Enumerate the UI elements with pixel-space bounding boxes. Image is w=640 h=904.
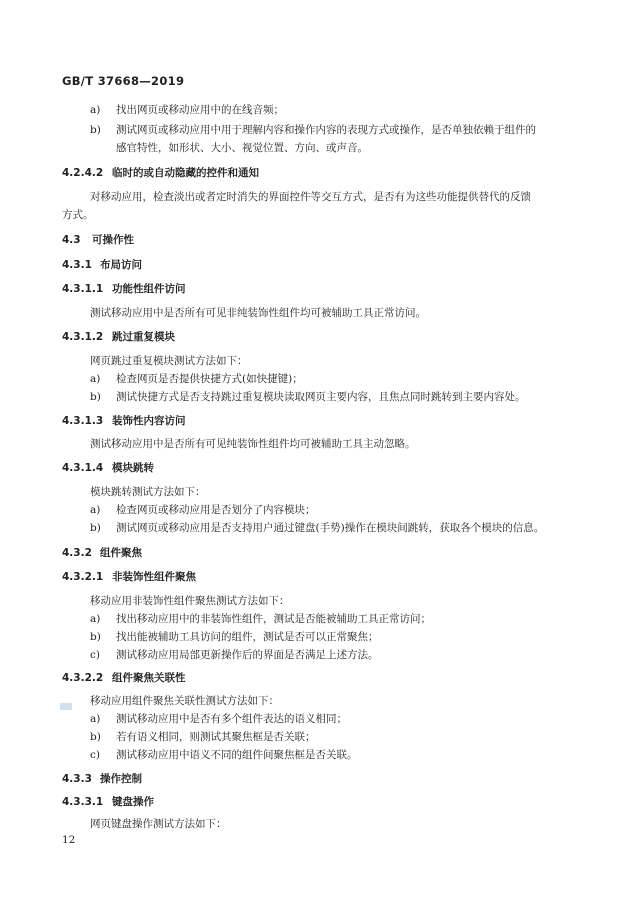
list-marker: b) — [90, 522, 101, 534]
section-title: 临时的或自动隐藏的控件和通知 — [112, 167, 259, 179]
list-item — [90, 503, 316, 517]
section-heading — [62, 330, 175, 344]
section-number: 4.2.4.2 — [62, 167, 104, 179]
section-title: 键盘操作 — [112, 796, 154, 808]
section-title: 操作控制 — [100, 773, 142, 785]
section-title: 可操作性 — [92, 234, 134, 246]
list-marker: a) — [90, 713, 101, 725]
list-text: 找出能被辅助工具访问的组件，测试是否可以正常聚焦； — [116, 631, 379, 643]
page-number: 12 — [62, 834, 76, 846]
section-heading — [62, 795, 154, 809]
section-heading — [62, 461, 154, 475]
standard-code: GB/T 37668—2019 — [62, 74, 185, 88]
list-item — [90, 712, 347, 726]
section-title: 非装饰性组件聚焦 — [112, 571, 196, 583]
section-title: 跳过重复模块 — [112, 331, 175, 343]
paragraph: 测试移动应用中是否所有可见非纯装饰性组件均可被辅助工具正常访问。 — [90, 307, 426, 319]
section-number: 4.3.1.4 — [62, 462, 104, 474]
list-text: 测试网页或移动应用中用于理解内容和操作内容的表现方式或操作，是否单独依赖于组件的 — [116, 124, 536, 136]
section-heading — [62, 546, 142, 560]
list-item — [90, 123, 536, 137]
section-number: 4.3.3 — [62, 773, 92, 785]
paragraph: 测试移动应用中是否所有可见纯装饰性组件均可被辅助工具主动忽略。 — [90, 438, 416, 450]
section-heading — [62, 166, 259, 180]
section-heading — [62, 570, 196, 584]
list-item — [90, 103, 284, 117]
list-item — [90, 730, 316, 744]
list-item — [90, 748, 358, 762]
paragraph: 移动应用非装饰性组件聚焦测试方法如下： — [90, 595, 290, 607]
section-title: 功能性组件访问 — [112, 283, 186, 295]
list-item — [90, 630, 379, 644]
section-number: 4.3.2 — [62, 547, 92, 559]
section-number: 4.3.3.1 — [62, 796, 104, 808]
list-marker: a) — [90, 504, 101, 516]
list-item — [90, 612, 431, 626]
list-marker: b) — [90, 124, 101, 136]
section-heading — [62, 772, 142, 786]
section-heading — [62, 414, 186, 428]
list-text: 检查网页或移动应用是否划分了内容模块； — [116, 504, 316, 516]
section-heading — [62, 233, 134, 247]
section-title: 装饰性内容访问 — [112, 415, 186, 427]
list-text: 测试移动应用中语义不同的组件间聚焦框是否关联。 — [116, 749, 358, 761]
list-marker: a) — [90, 613, 101, 625]
list-text: 测试网页或移动应用是否支持用户通过键盘(手势)操作在模块间跳转，获取各个模块的信息。 — [116, 522, 545, 534]
section-number: 4.3 — [62, 234, 81, 246]
list-marker: c) — [90, 649, 100, 661]
list-text: 检查网页是否提供快捷方式(如快捷键)； — [116, 373, 303, 385]
paragraph-continuation: 方式。 — [62, 209, 94, 221]
list-marker: b) — [90, 731, 101, 743]
section-title: 布局访问 — [100, 259, 142, 271]
list-text: 测试移动应用局部更新操作后的界面是否满足上述方法。 — [116, 649, 379, 661]
paragraph: 对移动应用，检查淡出或者定时消失的界面控件等交互方式，是否有为这些功能提供替代的反馈 — [90, 191, 531, 203]
section-number: 4.3.1 — [62, 259, 92, 271]
list-item — [90, 372, 303, 386]
list-marker: a) — [90, 373, 101, 385]
section-number: 4.3.1.1 — [62, 283, 104, 295]
list-item — [90, 521, 544, 535]
paragraph: 网页键盘操作测试方法如下： — [90, 818, 227, 830]
section-number: 4.3.1.2 — [62, 331, 104, 343]
list-text: 测试移动应用中是否有多个组件表达的语义相同； — [116, 713, 347, 725]
list-marker: b) — [90, 631, 101, 643]
list-text: 测试快捷方式是否支持跳过重复模块读取网页主要内容，且焦点同时跳转到主要内容处。 — [116, 391, 526, 403]
section-number: 4.3.2.2 — [62, 672, 104, 684]
section-number: 4.3.1.3 — [62, 415, 104, 427]
list-marker: a) — [90, 104, 101, 116]
section-title: 模块跳转 — [112, 462, 154, 474]
list-marker: b) — [90, 391, 101, 403]
paragraph: 移动应用组件聚焦关联性测试方法如下： — [90, 695, 279, 707]
watermark-stamp — [60, 703, 72, 710]
section-heading — [62, 258, 142, 272]
section-heading — [62, 282, 186, 296]
list-item — [90, 648, 379, 662]
section-title: 组件聚焦关联性 — [112, 672, 186, 684]
section-heading — [62, 671, 186, 685]
paragraph: 网页跳过重复模块测试方法如下： — [90, 355, 248, 367]
list-text-continuation: 感官特性，如形状、大小、视觉位置、方向、或声音。 — [116, 142, 368, 154]
list-marker: c) — [90, 749, 100, 761]
section-number: 4.3.2.1 — [62, 571, 104, 583]
list-text: 找出移动应用中的非装饰性组件，测试是否能被辅助工具正常访问； — [116, 613, 431, 625]
list-text: 若有语义相同，则测试其聚焦框是否关联； — [116, 731, 316, 743]
list-item — [90, 390, 526, 404]
list-text: 找出网页或移动应用中的在线音频； — [116, 104, 284, 116]
paragraph: 模块跳转测试方法如下： — [90, 486, 206, 498]
section-title: 组件聚焦 — [100, 547, 142, 559]
